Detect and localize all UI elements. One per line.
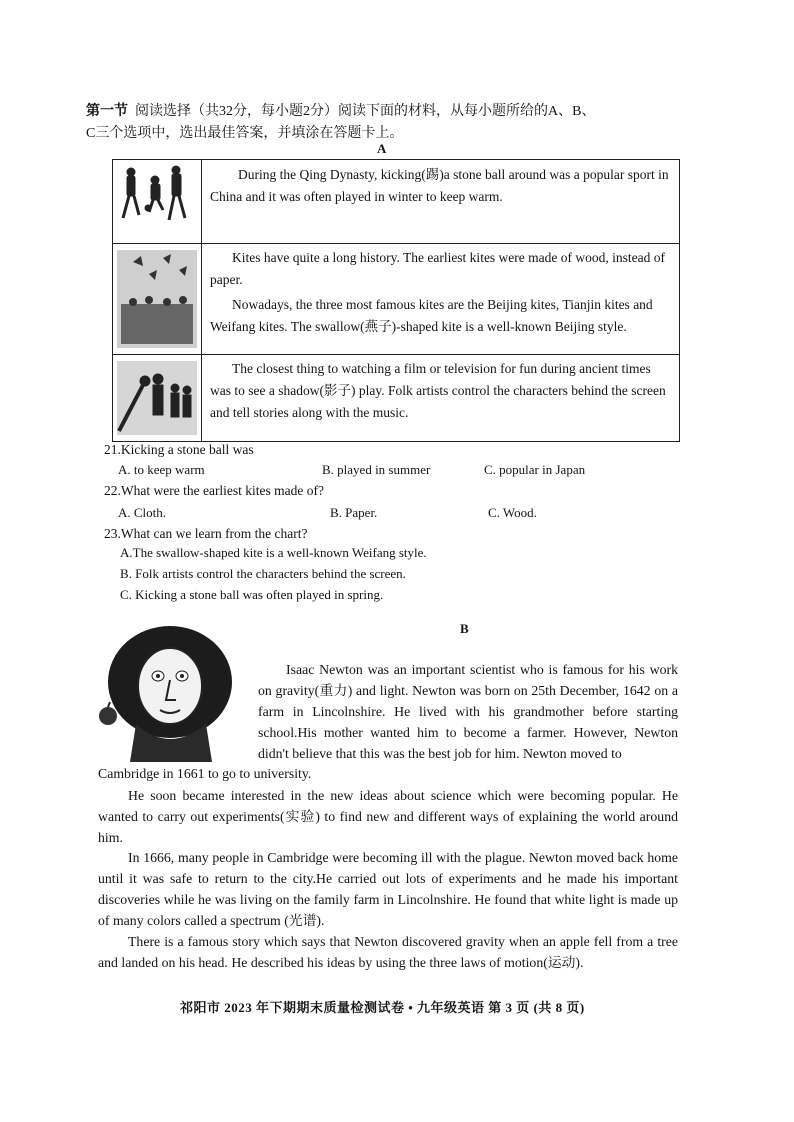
question-option: A. Cloth. — [118, 505, 167, 520]
question-option: C. Wood. — [488, 505, 537, 520]
chart-paragraph: Kites have quite a long history. The earliest kites were made of wood, instead of paper. — [210, 250, 666, 287]
passage-a-chart — [112, 159, 680, 442]
question-option: B. Paper. — [330, 505, 378, 520]
question-option: C. popular in Japan — [484, 462, 586, 477]
passage-a-label: A — [377, 141, 387, 156]
instruction-line-2: C三个选项中，选出最佳答案，并填涂在答题卡上。 — [86, 126, 404, 141]
question-stem: 23.What can we learn from the chart? — [104, 526, 308, 541]
question-stem: 21.Kicking a stone ball was — [104, 442, 254, 457]
shadow-play-image — [113, 355, 202, 442]
chart-text-cell — [202, 160, 680, 244]
passage-b-paragraph-3: In 1666, many people in Cambridge were becoming ill with the plague. Newton moved back home until it was safe to return to the city.He carried out lots of experiments and he made his important discoveries while he was living on the family farm in Lincolnshire. He found that white light is made up of many colors called a spectrum (光谱). — [98, 850, 678, 928]
question-option: B. played in summer — [322, 462, 431, 477]
passage-b-paragraph-1-continued: Cambridge in 1661 to go to university. — [98, 766, 312, 781]
question-option: B. Folk artists control the characters behind the screen. — [120, 566, 406, 581]
chart-row — [113, 160, 680, 244]
chart-text-cell — [202, 244, 680, 355]
question-option: A. to keep warm — [118, 462, 205, 477]
chart-text-cell — [202, 355, 680, 442]
question-option: A.The swallow-shaped kite is a well-known Weifang style. — [120, 545, 427, 560]
chart-row — [113, 355, 680, 442]
question-stem: 22.What were the earliest kites made of? — [104, 483, 325, 498]
stone-ball-image — [113, 160, 202, 244]
chart-paragraph: The closest thing to watching a film or television for fun during ancient times was to see a shadow(影子) play. Folk artists control the characters behind the screen and tell stories along with the music. — [210, 361, 666, 420]
page-footer: 祁阳市 2023 年下期期末质量检测试卷 • 九年级英语 第 3 页 (共 8 页) — [180, 1000, 585, 1015]
chart-row — [113, 244, 680, 355]
chart-paragraph: During the Qing Dynasty, kicking(踢)a stone ball around was a popular sport in China and it was often played in winter to keep warm. — [210, 167, 669, 204]
section-label: 第一节 — [86, 104, 128, 119]
passage-b-paragraph-1: Isaac Newton was an important scientist who is famous for his work on gravity(重力) and light. Newton was born on 25th December, 1642 on a farm in Lincolnshire. He lived with his grandmother before starting school.His mother wanted him to become a farmer. However, Newton didn't believe that this was the best job for him. Newton moved to — [258, 662, 678, 761]
newton-cartoon — [96, 624, 246, 769]
passage-b-paragraph-2: He soon became interested in the new ideas about science which were becoming popular. He wanted to carry out experiments(实验) to find new and different ways of explaining the world around him. — [98, 788, 678, 845]
question-option: C. Kicking a stone ball was often played in spring. — [120, 587, 384, 602]
passage-b-label: B — [460, 621, 469, 636]
instruction-line-1: 阅读选择（共32分，每小题2分）阅读下面的材料，从每小题所给的A、B、 — [135, 104, 596, 119]
chart-paragraph: Nowadays, the three most famous kites are the Beijing kites, Tianjin kites and Weifang kites. The swallow(燕子)-shaped kite is a well-known Beijing style. — [210, 297, 653, 334]
section-instructions — [86, 101, 686, 145]
passage-b-paragraph-4: There is a famous story which says that Newton discovered gravity when an apple fell from a tree and landed on his head. He described his ideas by using the three laws of motion(运动). — [98, 934, 678, 970]
kites-image — [113, 244, 202, 355]
